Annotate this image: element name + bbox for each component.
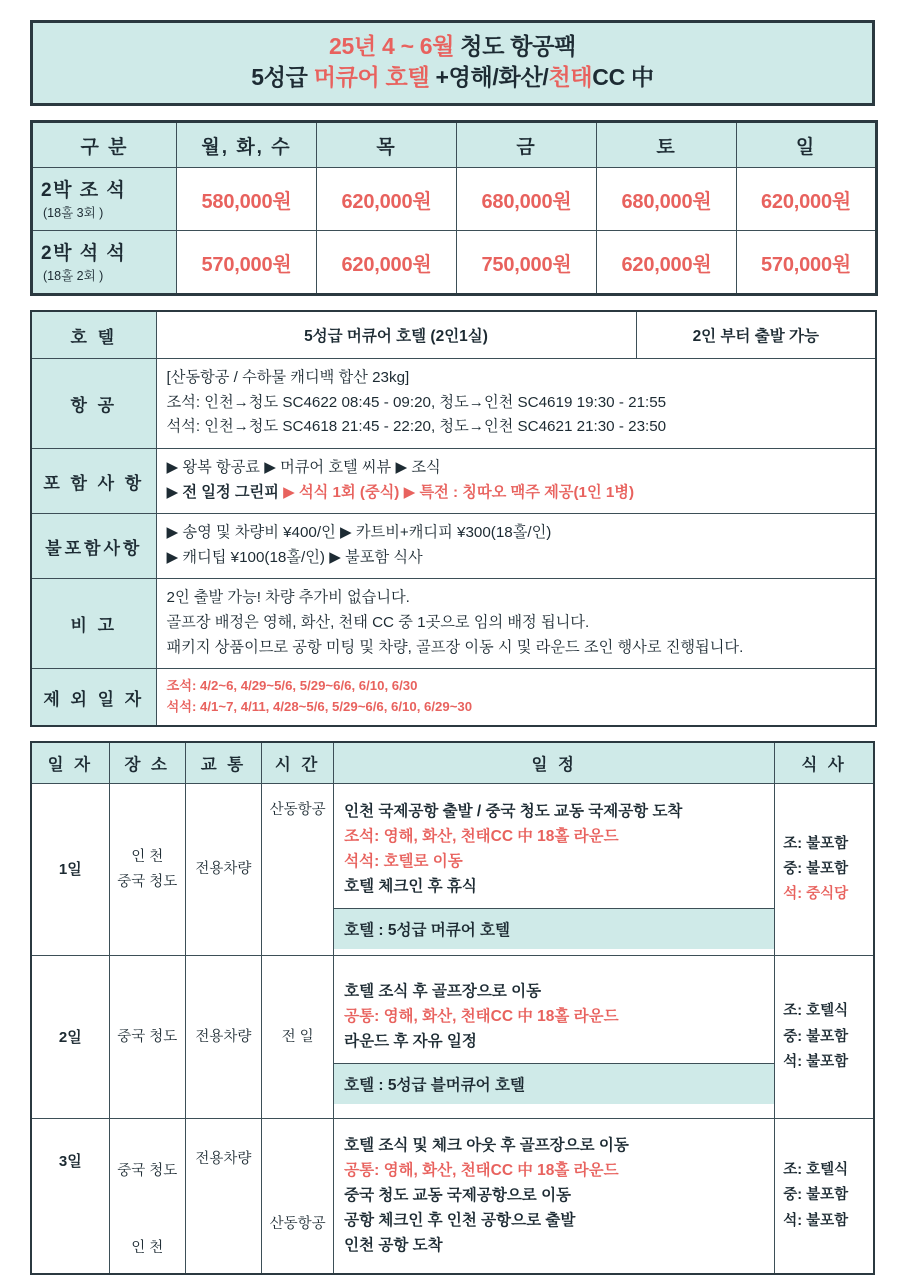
itinerary-time: 전 일 [262,956,334,1119]
itinerary-place [109,784,185,956]
info-label-excluded: 불포함사항 [31,514,156,579]
info-row-blackout-dates [31,669,876,726]
price-table [30,120,878,296]
itinerary-header-meals: 식 사 [775,742,874,784]
schedule-body [334,1125,774,1268]
info-row-excluded [31,514,876,579]
info-row-flight [31,359,876,449]
price-cell: 620,000원 [737,168,877,231]
itinerary-transport [185,1119,261,1274]
price-cell: 680,000원 [597,168,737,231]
price-cell: 570,000원 [737,231,877,295]
title-star-rating: 5성급 [251,64,314,91]
schedule-line-4: 호텔 체크인 후 휴식 [344,877,477,895]
info-value-remarks [156,579,876,669]
schedule-line-1: 호텔 조식 및 체크 아웃 후 골프장으로 이동 [344,1136,629,1154]
itinerary-day-label: 1일 [31,784,109,956]
meal-dinner: 석: 불포함 [783,1212,849,1229]
itinerary-meals [775,956,874,1119]
flight-schedule-dinner: 석석: 인천→청도 SC4618 21:45 - 22:20, 청도→인천 SC4621 21:30 - 23:50 [166,418,667,436]
title-line-1 [33,31,872,62]
info-value-blackout-dates [156,669,876,726]
remarks-line-3: 패키지 상품이므로 공항 미팅 및 차량, 골프장 이동 시 및 라운드 조인 행사로 진행됩니다. [166,638,744,656]
excluded-line-1: ▶ 송영 및 차량비 ¥400/인 ▶ 카트비+캐디피 ¥300(18홀/인) [166,524,552,542]
itinerary-time [262,1119,334,1274]
price-row-label-sub: (18홀 3회 ) [43,206,104,221]
remarks-line-1: 2인 출발 가능! 차량 추가비 없습니다. [166,589,410,607]
included-line-1: ▶ 왕복 항공료 ▶ 머큐어 호텔 씨뷰 ▶ 조식 [166,458,441,476]
price-row-label-sub: (18홀 2회 ) [43,269,104,284]
table-row [31,784,874,956]
transport-text: 전용차량 [195,1151,252,1168]
place-line-2: 중국 청도 [117,873,178,890]
info-label-blackout-dates: 제 외 일 자 [31,669,156,726]
flight-schedule-breakfast: 조석: 인천→청도 SC4622 08:45 - 09:20, 청도→인천 SC4619 19:30 - 21:55 [166,393,667,411]
price-header-mon-wed: 월, 화, 수 [177,122,317,168]
itinerary-transport: 전용차량 [185,956,261,1119]
title-courses: +영해/화산/ [429,64,549,91]
meal-lunch: 중: 불포함 [783,1187,849,1204]
itinerary-day-label [31,1119,109,1274]
itinerary-header-transport: 교 통 [185,742,261,784]
price-cell: 570,000원 [177,231,317,295]
price-header-sat: 토 [597,122,737,168]
price-cell: 580,000원 [177,168,317,231]
info-row-hotel [31,311,876,359]
info-label-hotel: 호 텔 [31,311,156,359]
itinerary-header-schedule: 일 정 [334,742,775,784]
price-row-label-breakfast-dinner [32,168,177,231]
itinerary-day-label: 2일 [31,956,109,1119]
meal-dinner: 석: 불포함 [783,1053,849,1070]
schedule-line-4: 공항 체크인 후 인천 공항으로 출발 [344,1212,576,1230]
package-info-table [30,310,877,727]
info-label-included: 포 함 사 항 [31,448,156,513]
price-header-thu: 목 [317,122,457,168]
table-row [32,231,877,295]
price-table-header-row [32,122,877,168]
meal-breakfast: 조: 호텔식 [783,1003,849,1020]
price-cell: 750,000원 [457,231,597,295]
schedule-body [334,791,774,908]
info-value-hotel: 5성급 머큐어 호텔 (2인1실) [156,311,636,359]
title-hotel-name: 머큐어 호텔 [313,64,430,91]
info-row-included [31,448,876,513]
info-note-min-pax: 2인 부터 출발 가능 [636,311,876,359]
flight-baggage-note: [산동항공 / 수하물 캐디백 합산 23kg] [166,369,410,387]
place-line-1: 중국 청도 [117,1163,178,1180]
schedule-hotel-band: 호텔 : 5성급 머큐어 호텔 [334,908,774,949]
itinerary-transport: 전용차량 [185,784,261,956]
itinerary-time: 산동항공 [262,784,334,956]
schedule-line-2: 공통: 영해, 화산, 천태CC 中 18홀 라운드 [344,1007,619,1025]
price-row-label-main: 2박 조 석 [41,180,127,202]
meal-lunch: 중: 불포함 [783,1028,849,1045]
info-label-flight: 항 공 [31,359,156,449]
itinerary-meals [775,784,874,956]
meal-lunch: 중: 불포함 [783,861,849,878]
price-cell: 620,000원 [597,231,737,295]
place-line-2: 인 천 [131,1240,164,1256]
price-header-category: 구 분 [32,122,177,168]
place-line-1: 인 천 [131,849,164,866]
schedule-line-2: 조석: 영해, 화산, 천태CC 中 18홀 라운드 [344,827,619,845]
itinerary-place: 중국 청도 [109,956,185,1119]
price-header-fri: 금 [457,122,597,168]
itinerary-schedule [334,784,775,956]
remarks-line-2: 골프장 배정은 영해, 화산, 천태 CC 중 1곳으로 임의 배정 됩니다. [166,614,590,632]
price-row-label-main: 2박 석 석 [41,243,127,265]
title-course-cheontae: 천태 [548,64,593,91]
schedule-line-3: 중국 청도 교동 국제공항으로 이동 [344,1186,572,1204]
schedule-line-3: 석석: 호텔로 이동 [344,852,463,870]
included-line-2 [167,481,866,506]
schedule-line-5: 인천 공항 도착 [344,1237,443,1255]
schedule-line-1: 호텔 조식 후 골프장으로 이동 [344,982,542,1000]
price-cell: 680,000원 [457,168,597,231]
schedule-line-2: 공통: 영해, 화산, 천태CC 中 18홀 라운드 [344,1161,619,1179]
schedule-body [334,971,774,1063]
itinerary-header-day: 일 자 [31,742,109,784]
included-greenfee: ▶ 전 일정 그린피 [166,483,284,501]
title-period: 25년 4 ~ 6월 [329,33,461,59]
info-value-included [156,448,876,513]
info-value-excluded [156,514,876,579]
excluded-line-2: ▶ 캐디팁 ¥100(18홀/인) ▶ 불포함 식사 [166,548,423,566]
itinerary-place [109,1119,185,1274]
schedule-hotel-band: 호텔 : 5성급 블머큐어 호텔 [334,1063,774,1104]
itinerary-header-place: 장 소 [109,742,185,784]
itinerary-meals [775,1119,874,1274]
info-label-remarks: 비 고 [31,579,156,669]
price-row-label-dinner-dinner [32,231,177,295]
itinerary-schedule [334,1119,775,1274]
meal-breakfast: 조: 불포함 [783,835,849,852]
itinerary-table [30,741,875,1275]
day-label-text: 3일 [58,1153,82,1171]
schedule-line-3: 라운드 후 자유 일정 [344,1032,477,1050]
schedule-line-1: 인천 국제공항 출발 / 중국 청도 교동 국제공항 도착 [344,802,683,820]
meal-breakfast: 조: 호텔식 [783,1161,849,1178]
included-special-offer: ▶ 석식 1회 (중식) ▶ 특전 : 칭따오 맥주 제공(1인 1병) [283,483,635,501]
table-row [32,168,877,231]
time-text: 산동항공 [269,1216,326,1233]
itinerary-header-row [31,742,874,784]
title-line-2 [33,62,872,93]
blackout-dinner-dates: 석석: 4/1~7, 4/11, 4/28~5/6, 5/29~6/6, 6/10, 6/29~30 [166,698,473,714]
meal-dinner: 석: 중식당 [783,886,849,903]
price-cell: 620,000원 [317,231,457,295]
info-row-remarks [31,579,876,669]
table-row [31,1119,874,1274]
itinerary-header-time: 시 간 [262,742,334,784]
itinerary-schedule [334,956,775,1119]
price-header-sun: 일 [737,122,877,168]
title-course-suffix: CC 中 [592,64,654,91]
title-destination: 청도 항공팩 [460,33,576,59]
table-row [31,956,874,1119]
blackout-breakfast-dates: 조석: 4/2~6, 4/29~5/6, 5/29~6/6, 6/10, 6/30 [166,678,418,694]
price-cell: 620,000원 [317,168,457,231]
info-value-flight [156,359,876,449]
page-title-banner [30,20,875,106]
